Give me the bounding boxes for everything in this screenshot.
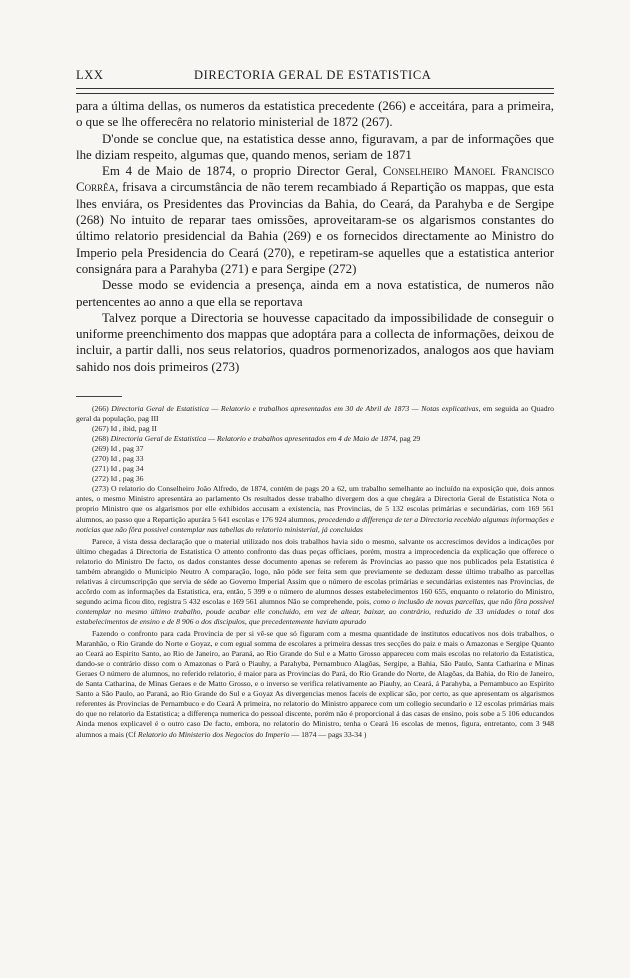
footnote-273-paragraph-2 xyxy=(76,537,554,627)
running-title: DIRECTORIA GERAL DE ESTATISTICA xyxy=(194,68,432,82)
footnote-271: (271) Id , pag 34 xyxy=(92,464,144,474)
footnote-273-p3-text: Fazendo o confronto para cada Provincia de per si vê-se que só figuram com a mesma quantidade de institutos educativos nos dois trabalhos, o Maranhão, o Rio Grande do Norte e Goyaz, e com egual somma de escolares a primeira dessas tres secções do paiz e mais o Amazonas e Sergipe Quanto ao Ceará ao Espirito Santo, ao Rio de Janeiro, ao Paraná, ao Rio Grande do Sul e a Matto Grosso appareceu com mais escolas no relatorio da Estatistica, dando-se o contrário disso com o Amazonas o Pará o Piauhy, a Parahyba, Pernambuco Alagôas, Sergipe, a Bahia, São Paulo, Santa Catharina e Minas Geraes O número de alumnos, no referido relatorio, é maior para as Provincias do Pará, do Rio Grande do Norte, de Alagôas, da Bahia, do Rio de Janeiro, de Santa Catharina, de Minas Geraes e de Matto Grosso, e o inverso se verifica relativamente ao Piauhy, ao Ceará, á Parahyba, a Pernambuco ao Espirito Santo a São Paulo, ao Paraná, ao Rio Grande do Sul e a Goyaz As divergencias menos faceis de explicar são, por certo, as que apresentam os algarismos referentes ás Provincias de Pernambuco e do Ceará A primeira, no relatorio do Ministro apparece com um collegio secundario e 12 escolas primárias mais do que no relatorio da Estatistica; a differença numerica do pessoal discente, porém não é proporcional á das casas de ensino, pois sobe a 5 106 educandos Ainda menos explicavel é o outro caso De facto, embora, no relatorio do Ministro, tenha o Ceará 16 escolas de menos, figura, entretanto, com 3 948 alumnos a mais (Cf xyxy=(76,629,554,739)
footnote-273-paragraph-3 xyxy=(76,629,554,740)
footnote-273 xyxy=(76,484,554,534)
footnote-273-p3-source: Relatorio do Ministerio dos Negocios do Imperio xyxy=(137,729,290,739)
paragraph-4: Desse modo se evidencia a presença, ainda em a nova estatistica, de numeros não pertencentes ao anno a que ella se reportava xyxy=(76,278,554,309)
footnote-266 xyxy=(76,404,554,424)
paragraph-3-start: Em 4 de Maio de 1874, o proprio Director Geral, xyxy=(102,164,383,179)
footnote-266-source: Directoria Geral de Estatistica — Relatorio e trabalhos apresentados em 30 de Abril de 1873 — Notas explicativas xyxy=(111,404,479,413)
footnote-270: (270) Id , pag 33 xyxy=(92,454,144,464)
footnote-266-rest: , em seguida ao Quadro geral da população, pag III xyxy=(76,404,555,424)
main-text xyxy=(76,98,554,375)
footnote-266-number: (266) xyxy=(92,404,112,413)
paragraph-3 xyxy=(76,163,554,277)
footnote-273-quote: procedendo a differença de ter a Directoria recebido algumas informações e noticias que não fôra possivel contemplar nas tabellas do relatorio ministerial, já concluidas xyxy=(76,514,554,534)
footnote-268-number: (268) xyxy=(92,434,111,444)
footnote-273-p3-rest: — 1874 — pags 33-34 ) xyxy=(289,729,367,739)
footnote-272: (272) Id , pag 36 xyxy=(92,474,144,484)
footnote-268 xyxy=(76,434,554,444)
footnotes xyxy=(76,404,554,740)
header-double-rule xyxy=(76,88,554,94)
footnote-267: (267) Id , ibid, pag II xyxy=(92,424,157,434)
director-name: Conselheiro Manoel Francisco Corrêa xyxy=(76,164,554,195)
paragraph-1: para a última dellas, os numeros da estatistica precedente (266) e acceitára, para a primeira, o que se lhe offerecêra no relatorio ministerial de 1872 (267). xyxy=(76,99,554,130)
footnote-268-rest: , pag 29 xyxy=(395,434,421,444)
footnote-269: (269) Id , pag 37 xyxy=(92,444,144,454)
paragraph-2: D'onde se conclue que, na estatistica desse anno, figuravam, a par de informações que lhe diziam respeito, algumas que, quando menos, seriam de 1871 xyxy=(76,131,554,162)
footnote-268-source: Directoria Geral de Estatistica — Relatorio e trabalhos apresentados em 4 de Maio de 1874 xyxy=(110,434,396,444)
running-header xyxy=(76,68,554,84)
footnote-273-text: (273) O relatorio do Conselheiro João Alfredo, de 1874, contém de pags 20 a 62, um trabalho semelhante ao incluído na exposição que, dois annos antes, o mesmo Ministro apresentára ao parlamento Os resultados desse trabalho divergem dos a que chegára a Directoria Geral de Estatistica Nota o proprio Ministro que os algarismos por elle exhibidos accusam a existencia, nas Provincias, de 5 132 escolas primárias e secundárias, com 169 561 alumnos, ao passo que a Repartição apurára 5 641 escolas e 176 924 alumnos, xyxy=(76,484,554,524)
footnote-rule xyxy=(76,396,122,397)
paragraph-3-rest: , frisava a circumstância de não terem recambiado á Repartição os mappas, que esta lhes enviára, os Presidentes das Provincias da Bahia, do Ceará, da Parahyba e de Sergipe (268) No intuito de reparar taes omissões, aproveitaram-se os algarismos constantes do último relatorio presidencial da Bahia (269) e os fornecidos directamente ao Ministro do Imperio pela Presidencia do Ceará (270), e repetiram-se aquelles que a estatistica anterior consignára para a Parahyba (271) e para Sergipe (272) xyxy=(76,180,554,276)
footnote-273-p2-italic: como o inclusão de novas parcellas, que não fôra possivel contemplar no mesmo último trabalho, poude acabar elle concluido, em vez de altear, baixar, ao contrário, reduzido de 33 unidades o total dos estabelecimentos de ensino e de 8 906 o dos discipulos, que precedentemente haviam apurado xyxy=(76,596,555,626)
page-number: LXX xyxy=(76,68,104,82)
paragraph-5: Talvez porque a Directoria se houvesse capacitado da impossibilidade de conseguir o uniforme preenchimento dos mappas que adoptára para a collecta de informações, deixou de incluir, a partir dalli, nos seus relatorios, quadros pormenorizados, analogos aos que haviam sahido nos dois primeiros (273) xyxy=(76,310,554,374)
footnote-273-p2-text: Parece, á vista dessa declaração que o material utilizado nos dois trabalhos havia sido o mesmo, salvante os accrescimos devidos a indicações por último chegadas á Directoria de Estatistica O attento confronto das duas peças officiaes, porém, mostra a improcedencia da explicação que offerece o relatorio do Ministro De facto, os dados constantes desse documento apenas se referem ás Provincias ao passo que nos publicados pela Estatistica é também abrangido o Municipio Neutro A comparação, logo, não póde ser feita sem que previamente se deduzam desse último trabalho as parcellas relativas á circumscripção que servia de séde ao Governo Imperial Assim que o número de escolas primárias e secundárias existentes nas Provincias, de accôrdo com as informações da Estatistica, era, então, 5 399 e o número de alumnos desses estabelecimentos 160 655, enquanto o relatorio do Ministro, segundo acima ficou dito, registra 5 432 escolas e 169 561 alumnos Não se comprehende, pois, xyxy=(76,536,554,606)
